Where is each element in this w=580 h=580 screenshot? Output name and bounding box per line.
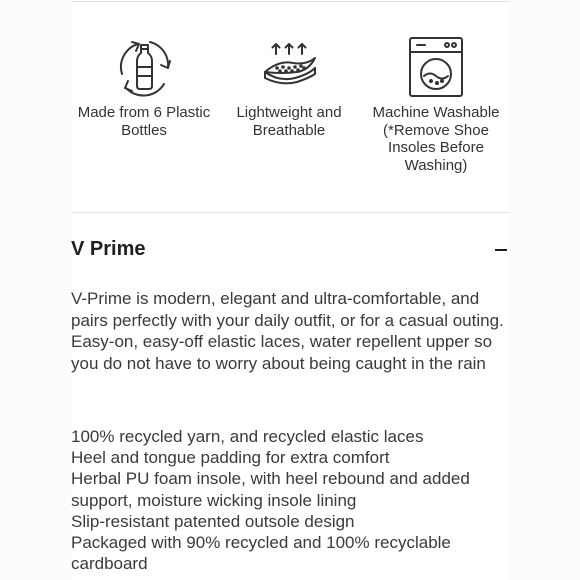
feature-label: Made from 6 Plastic Bottles [77, 104, 211, 139]
list-item: Packaged with 90% recycled and 100% recyclable cardboard [71, 533, 451, 574]
top-divider [71, 1, 510, 2]
list-item: Herbal PU foam insole, with heel rebound and added support, moisture wicking insole lining [71, 469, 470, 510]
feature-lightweight [214, 34, 364, 139]
minus-icon [495, 249, 507, 251]
feature-label: Lightweight and Breathable [236, 104, 342, 139]
list-item: Heel and tongue padding for extra comfort [71, 448, 390, 468]
feature-list [71, 426, 516, 574]
section-title: V Prime [71, 238, 146, 260]
feature-icons-row [71, 34, 510, 194]
recycled-bottle-icon [108, 34, 180, 100]
feature-label: Machine Washable (*Remove Shoe Insoles Before Washing) [372, 104, 500, 174]
list-item: 100% recycled yarn, and recycled elastic laces [71, 427, 424, 446]
list-item: Slip-resistant patented outsole design [71, 511, 355, 531]
product-description: V-Prime is modern, elegant and ultra-comfortable, and pairs perfectly with your daily outfit, or for a casual outing. Easy-on, easy-off elastic laces, water repellent upper so you do not have to worry about being caught in the rain [71, 289, 504, 373]
section-divider [71, 212, 510, 213]
breathable-layers-icon [253, 34, 325, 100]
washing-machine-icon [400, 34, 472, 100]
feature-recycled-bottles [69, 34, 219, 139]
collapse-button[interactable] [492, 240, 510, 258]
accordion-header[interactable] [71, 236, 510, 266]
feature-machine-washable [361, 34, 511, 174]
